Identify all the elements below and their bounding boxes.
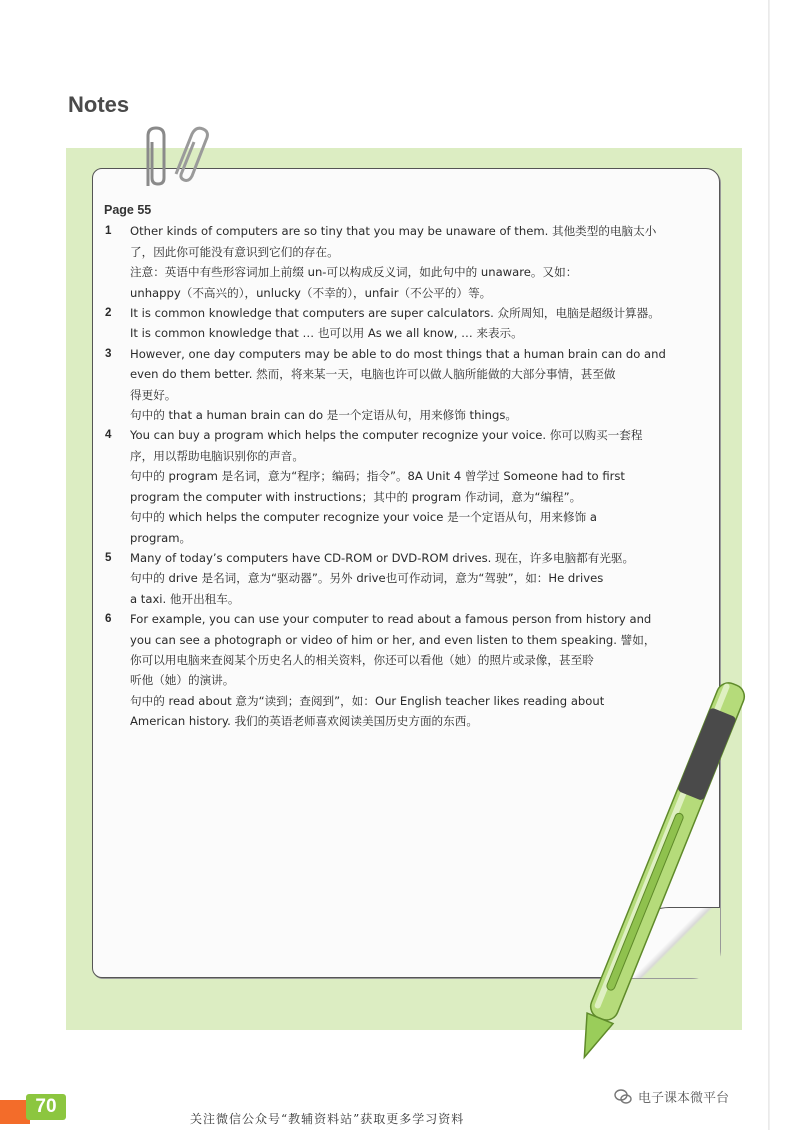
- note-line: American history. 我们的英语老师喜欢阅读美国历史方面的东西。: [130, 714, 478, 729]
- note-line: 序，用以帮助电脑识别你的声音。: [130, 448, 304, 463]
- watermark-text: 电子课本微平台: [638, 1091, 730, 1106]
- page-title: Notes: [68, 92, 130, 117]
- note-number: 1: [105, 224, 112, 238]
- note-number: 3: [105, 346, 112, 360]
- note-line: It is common knowledge that computers are super calculators. 众所周知，电脑是超级计算器。: [130, 306, 660, 321]
- footer-note: 关注微信公众号“教辅资料站”获取更多学习资料: [190, 1112, 465, 1126]
- note-line: 听他（她）的演讲。: [130, 673, 235, 688]
- note-number: 6: [105, 612, 112, 626]
- note-line: Other kinds of computers are so tiny that you may be unaware of them. 其他类型的电脑太小: [130, 224, 657, 239]
- note-item: [104, 221, 708, 303]
- note-number: 5: [105, 550, 112, 564]
- note-line: unhappy（不高兴的），unlucky（不幸的），unfair（不公平的）等。: [130, 285, 492, 300]
- note-line: Many of today’s computers have CD-ROM or DVD-ROM drives. 现在，许多电脑都有光驱。: [130, 550, 635, 565]
- page-edge-shadow: [768, 0, 770, 1130]
- wechat-icon: [614, 1089, 632, 1105]
- note-line: a taxi. 他开出租车。: [130, 591, 240, 606]
- note-line: program the computer with instructions；其中的 program 作动词，意为“编程”。: [130, 489, 582, 504]
- note-line: 句中的 drive 是名词，意为“驱动器”。另外 drive也可作动词，意为“驾驶”，如：He drives: [130, 571, 604, 586]
- note-line: you can see a photograph or video of him or her, and even listen to them speaking. 譬如，: [130, 632, 656, 647]
- note-line: 得更好。: [130, 387, 177, 402]
- note-item: [104, 303, 708, 344]
- note-line: 句中的 read about 意为“读到；查阅到”，如：Our English teacher likes reading about: [130, 693, 605, 708]
- note-line: 你可以用电脑来查阅某个历史名人的相关资料，你还可以看他（她）的照片或录像，甚至聆: [130, 652, 594, 667]
- note-item: [104, 548, 708, 609]
- note-line: even do them better. 然而，将来某一天，电脑也许可以做人脑所能做的大部分事情，甚至做: [130, 367, 616, 382]
- note-line: program。: [130, 530, 192, 545]
- note-number: 4: [105, 428, 112, 442]
- note-item: [104, 344, 708, 426]
- note-line: 句中的 that a human brain can do 是一个定语从句，用来修饰 things。: [130, 408, 518, 423]
- note-line: 注意：英语中有些形容词加上前缀 un-可以构成反义词，如此句中的 unaware。又如：: [130, 265, 578, 280]
- note-number: 2: [105, 306, 112, 320]
- note-line: For example, you can use your computer to read about a famous person from history and: [130, 612, 652, 627]
- page-number-badge: [0, 1090, 70, 1124]
- note-line: 了，因此你可能没有意识到它们的存在。: [130, 244, 339, 259]
- note-line: 句中的 which helps the computer recognize your voice 是一个定语从句，用来修饰 a: [130, 510, 598, 525]
- note-line: You can buy a program which helps the computer recognize your voice. 你可以购买一套程: [130, 428, 643, 443]
- watermark: [614, 1087, 729, 1106]
- note-line: However, one day computers may be able to do most things that a human brain can do and: [130, 346, 666, 361]
- page-reference: Page 55: [104, 203, 152, 217]
- notes-content: [104, 200, 708, 732]
- pen-icon: [560, 660, 760, 1080]
- note-line: It is common knowledge that … 也可以用 As we all know, … 来表示。: [130, 326, 523, 341]
- note-line: 句中的 program 是名词，意为“程序；编码；指令”。8A Unit 4 曾学过 Someone had to first: [130, 469, 625, 484]
- paperclip-icon: [130, 124, 220, 194]
- note-item: [104, 425, 708, 547]
- page-number: 70: [26, 1094, 66, 1120]
- notes-list: [104, 221, 708, 731]
